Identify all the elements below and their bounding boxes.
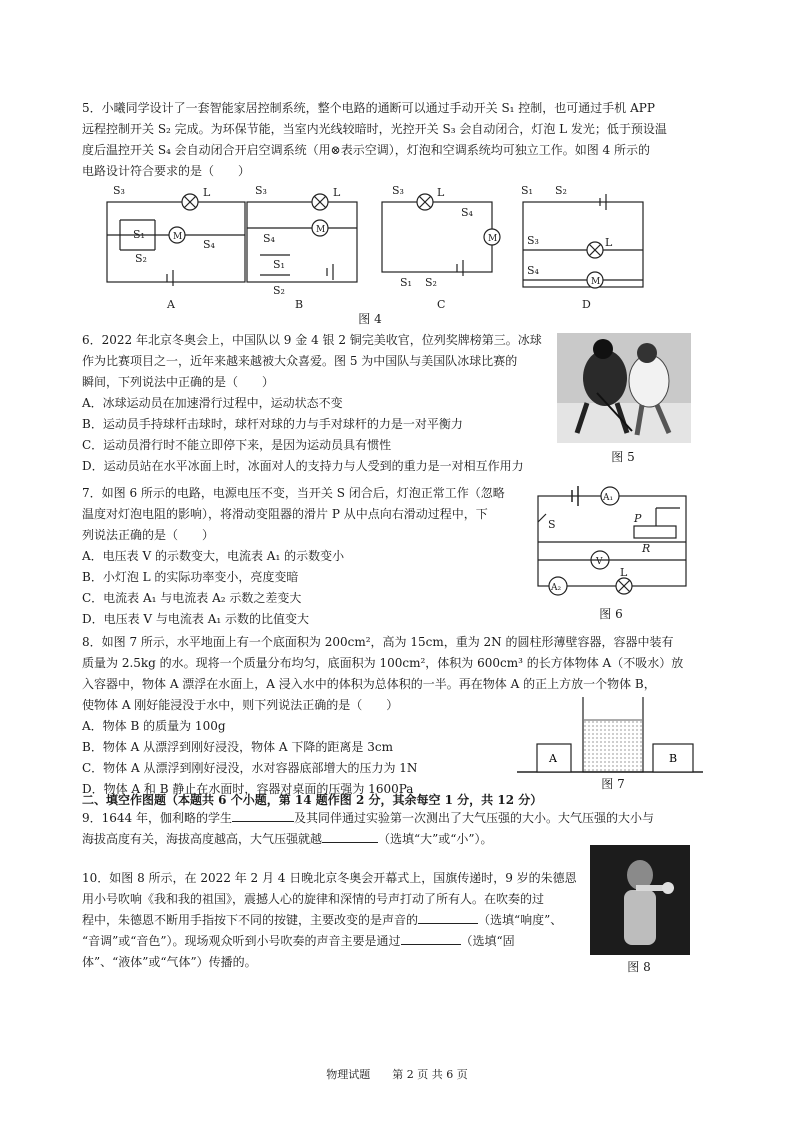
label-b-s1: S₁ (273, 258, 285, 271)
q6-option-c: C．运动员滑行时不能立即停下来，是因为运动员具有惯性 (82, 438, 392, 452)
q8-option-c: C．物体 A 从漂浮到刚好浸没，水对容器底部增大的压力为 1N (82, 761, 418, 775)
q10-blank-2[interactable] (401, 931, 461, 945)
q8-line: 入容器中，物体 A 漂浮在水面上，A 浸入水中的体积为总体积的一半。再在物体 A 的正上方放一个物体 B， (82, 677, 656, 691)
label-c-m: M (488, 234, 498, 244)
label-a-m: M (173, 232, 183, 242)
q10-text-3a: 程中，朱德恩不断用手指按下不同的按键，主要改变的是声音的 (82, 913, 419, 927)
figure-7-caption: 图 7 (601, 777, 625, 791)
circuit-d (523, 194, 643, 288)
q9-text-1b: 及其同伴通过实验第一次测出了大气压强的大小。大气压强的大小与 (294, 811, 655, 825)
circuit-c (382, 194, 500, 276)
q7-option-d: D．电压表 V 与电流表 A₁ 示数的比值变大 (82, 612, 310, 626)
figure-4-circuits (95, 180, 655, 330)
q8-line: 8．如图 7 所示，水平地面上有一个底面积为 200cm²，高为 15cm，重为 2N 的圆柱形薄壁容器，容器中装有 (82, 635, 674, 649)
figure-8-caption: 图 8 (627, 960, 651, 974)
label-d-s1: S₁ (521, 184, 533, 197)
q8-option-d: D．物体 A 和 B 静止在水面时，容器对桌面的压强为 1600Pa (82, 782, 414, 796)
question-7 (82, 483, 532, 630)
q6-line: 作为比赛项目之一，近年来越来越被大众喜爱。图 5 为中国队与美国队冰球比赛的 (82, 354, 518, 368)
label-a-s4: S₄ (203, 238, 215, 251)
label-block-a: A (549, 752, 557, 765)
q8-line: 质量为 2.5kg 的水。现将一个质量分布均匀，底面积为 100cm²，体积为 600cm³ 的长方体物体 A（不吸水）放 (82, 656, 684, 670)
label-a1: A₁ (603, 493, 614, 503)
q8-line: 使物体 A 刚好能浸没于水中，则下列说法正确的是（ ） (82, 698, 399, 712)
q10-line: 10．如图 8 所示，在 2022 年 2 月 4 日晚北京冬奥会开幕式上，国旗传递时，9 岁的朱德恩 (82, 871, 577, 885)
label-c-s2: S₂ (425, 276, 437, 289)
label-d-l: L (605, 236, 613, 249)
label-d-s4: S₄ (527, 264, 539, 277)
label-c-s1: S₁ (400, 276, 412, 289)
q7-option-c: C．电流表 A₁ 与电流表 A₂ 示数之差变大 (82, 591, 302, 605)
label-c-s4: S₄ (461, 206, 473, 219)
label-b-m: M (316, 225, 326, 235)
label-b-letter: B (295, 298, 304, 311)
label-v: V (596, 557, 603, 567)
figure-7-container (515, 692, 705, 777)
q10-blank-1[interactable] (418, 910, 478, 924)
q8-option-b: B．物体 A 从漂浮到刚好浸没，物体 A 下降的距离是 3cm (82, 740, 393, 754)
label-a-l: L (203, 186, 211, 199)
label-r: R (642, 542, 651, 555)
figure-5-caption: 图 5 (611, 450, 635, 464)
label-a-s1: S₁ (133, 228, 145, 241)
q10-text-4b: （选填“固 (460, 934, 515, 948)
q7-line: 列说法正确的是（ ） (82, 528, 215, 542)
q9-text-2b: （选填“大”或“小”）。 (378, 832, 493, 846)
q6-option-a: A．冰球运动员在加速滑行过程中，运动状态不变 (82, 396, 343, 410)
figure-5-hockey-photo (557, 333, 691, 443)
label-b-s3: S₃ (255, 184, 267, 197)
q8-option-a: A．物体 B 的质量为 100g (82, 719, 226, 733)
label-d-s2: S₂ (555, 184, 567, 197)
label-d-s3: S₃ (527, 234, 539, 247)
q9-blank-2[interactable] (322, 829, 378, 843)
page-footer: 物理试题 第 2 页 共 6 页 (326, 1068, 468, 1081)
label-a-s2: S₂ (135, 252, 147, 265)
label-c-s3: S₃ (392, 184, 404, 197)
q10-line: 用小号吹响《我和我的祖国》，震撼人心的旋律和深情的号声打动了所有人。在吹奏的过 (82, 892, 545, 906)
label-a2: A₂ (551, 583, 562, 593)
figure-8-trumpet-photo (590, 845, 690, 955)
q5-line: 远程控制开关 S₂ 完成。为环保节能，当室内光线较暗时，光控开关 S₃ 会自动闭合，灯泡 L 发光；低于预设温 (82, 122, 667, 136)
q7-line: 7．如图 6 所示的电路，电源电压不变，当开关 S 闭合后，灯泡正常工作（忽略 (82, 486, 505, 500)
q10-text-3b: （选填“响度”、 (478, 913, 563, 927)
q5-line: 度后温控开关 S₄ 会自动闭合开启空调系统（用⊗表示空调），灯泡和空调系统均可独立工作。如图 4 所示的 (82, 143, 650, 157)
label-l: L (620, 566, 628, 579)
question-6 (82, 330, 552, 477)
q7-line: 温度对灯泡电阻的影响），将滑动变阻器的滑片 P 从中点向右滑动过程中，下 (82, 507, 488, 521)
q7-option-b: B．小灯泡 L 的实际功率变小，亮度变暗 (82, 570, 299, 584)
section-2-heading: 二、填空作图题（本题共 6 个小题，第 14 题作图 2 分，其余每空 1 分，共 12 分） (82, 793, 543, 807)
label-s: S (548, 518, 556, 531)
q10-text-4a: “音调”或“音色”）。现场观众听到小号吹奏的声音主要是通过 (82, 934, 401, 948)
label-b-s2: S₂ (273, 284, 285, 297)
q5-line: 5．小曦同学设计了一套智能家居控制系统，整个电路的通断可以通过手动开关 S₁ 控制，也可通过手机 APP (82, 101, 655, 115)
q7-option-a: A．电压表 V 的示数变大，电流表 A₁ 的示数变小 (82, 549, 345, 563)
label-block-b: B (669, 752, 678, 765)
q6-option-b: B．运动员手持球杆击球时，球杆对球的力与手对球杆的力是一对平衡力 (82, 417, 463, 431)
question-5 (82, 98, 702, 182)
figure-4-caption: 图 4 (358, 312, 382, 326)
q6-line: 6．2022 年北京冬奥会上，中国队以 9 金 4 银 2 铜完美收官，位列奖牌榜第三。冰球 (82, 333, 542, 347)
figure-6-circuit (528, 484, 693, 604)
question-9 (82, 808, 702, 850)
label-d-m: M (591, 277, 601, 287)
q6-line: 瞬间，下列说法中正确的是（ ） (82, 375, 275, 389)
label-a-s3: S₃ (113, 184, 125, 197)
q9-blank-1[interactable] (232, 808, 294, 822)
label-c-letter: C (437, 298, 446, 311)
label-c-l: L (437, 186, 445, 199)
figure-6-caption: 图 6 (599, 607, 623, 621)
label-b-s4: S₄ (263, 232, 275, 245)
label-b-l: L (333, 186, 341, 199)
q6-option-d: D．运动员站在水平冰面上时，冰面对人的支持力与人受到的重力是一对相互作用力 (82, 459, 524, 473)
label-a-letter: A (167, 298, 175, 311)
q9-text-1a: 9．1644 年，伽利略的学生 (82, 811, 232, 825)
question-10 (82, 868, 582, 973)
q5-line: 电路设计符合要求的是（ ） (82, 164, 251, 178)
label-p: P (634, 512, 642, 525)
label-d-letter: D (582, 298, 591, 311)
q10-line: 体”、“液体”或“气体”）传播的。 (82, 955, 257, 969)
q9-text-2a: 海拔高度有关，海拔高度越高，大气压强就越 (82, 832, 323, 846)
